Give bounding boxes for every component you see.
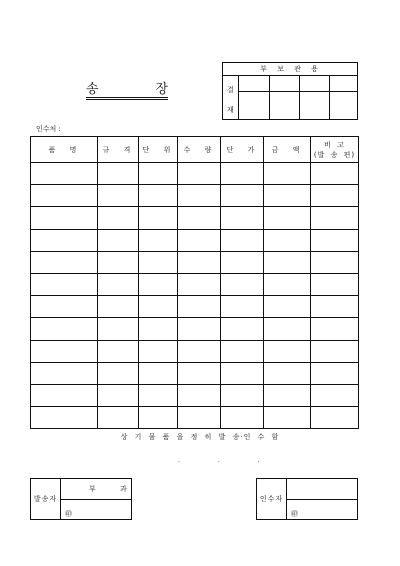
table-cell[interactable] [139, 318, 178, 340]
table-cell[interactable] [31, 185, 98, 207]
col-header-item-name: 품 명 [31, 137, 98, 163]
table-cell[interactable] [264, 273, 311, 295]
table-cell[interactable] [139, 296, 178, 318]
table-cell[interactable] [178, 384, 221, 406]
table-cell[interactable] [264, 251, 311, 273]
table-cell[interactable] [311, 362, 359, 384]
table-row [31, 384, 359, 406]
table-cell[interactable] [98, 273, 139, 295]
table-cell[interactable] [31, 229, 98, 251]
table-cell[interactable] [31, 207, 98, 229]
table-cell[interactable] [178, 407, 221, 429]
table-cell[interactable] [31, 318, 98, 340]
table-cell[interactable] [221, 229, 264, 251]
table-row [31, 340, 359, 362]
approval-col-line [329, 76, 330, 119]
table-cell[interactable] [221, 384, 264, 406]
table-cell[interactable] [221, 407, 264, 429]
col-header-quantity: 수 량 [178, 137, 221, 163]
table-cell[interactable] [311, 318, 359, 340]
table-cell[interactable] [139, 163, 178, 185]
receiver-body [287, 479, 357, 519]
table-cell[interactable] [98, 296, 139, 318]
table-cell[interactable] [264, 340, 311, 362]
table-cell[interactable] [311, 185, 359, 207]
table-cell[interactable] [98, 207, 139, 229]
table-row [31, 273, 359, 295]
receiver-divider [287, 499, 357, 500]
sender-dept: 부 과 [89, 485, 127, 493]
title-char-2: 장 [155, 82, 168, 97]
table-cell[interactable] [264, 229, 311, 251]
table-cell[interactable] [98, 185, 139, 207]
table-cell[interactable] [139, 273, 178, 295]
receiver-label: 인수자 [257, 479, 287, 519]
table-cell[interactable] [221, 340, 264, 362]
table-header-row [31, 137, 359, 163]
table-cell[interactable] [139, 362, 178, 384]
table-cell[interactable] [178, 207, 221, 229]
page-title [86, 78, 168, 100]
table-cell[interactable] [139, 340, 178, 362]
approval-side-bottom: 재 [227, 106, 234, 114]
sender-body [61, 479, 131, 519]
table-cell[interactable] [264, 185, 311, 207]
approval-divider [239, 91, 357, 92]
table-cell[interactable] [264, 407, 311, 429]
table-cell[interactable] [264, 384, 311, 406]
sender-label: 발송자 [31, 479, 61, 519]
table-cell[interactable] [139, 251, 178, 273]
table-cell[interactable] [98, 362, 139, 384]
approval-col-line [299, 76, 300, 119]
approval-side-top: 결 [227, 86, 234, 94]
table-cell[interactable] [178, 318, 221, 340]
table-cell[interactable] [139, 229, 178, 251]
table-cell[interactable] [178, 229, 221, 251]
table-cell[interactable] [31, 407, 98, 429]
table-cell[interactable] [178, 185, 221, 207]
table-cell[interactable] [311, 296, 359, 318]
table-cell[interactable] [98, 384, 139, 406]
table-row [31, 362, 359, 384]
table-cell[interactable] [311, 251, 359, 273]
approval-side-label [223, 76, 239, 120]
items-table [30, 136, 359, 429]
remark-sub-label: (발 송 편) [313, 150, 356, 159]
table-cell[interactable] [139, 207, 178, 229]
table-cell[interactable] [139, 384, 178, 406]
table-cell[interactable] [98, 251, 139, 273]
approval-col-line [269, 76, 270, 119]
table-cell[interactable] [221, 207, 264, 229]
table-cell[interactable] [31, 273, 98, 295]
col-header-unit-price: 단 가 [221, 137, 264, 163]
table-cell[interactable] [264, 207, 311, 229]
recipient-label: 인수처 : [36, 125, 61, 133]
table-cell[interactable] [98, 407, 139, 429]
table-cell[interactable] [178, 340, 221, 362]
title-char-1: 송 [86, 82, 99, 97]
confirmation-note: 상 기 물 품 을 정 히 발 송·인 수 함 [120, 433, 280, 441]
table-row [31, 251, 359, 273]
table-cell[interactable] [31, 384, 98, 406]
col-header-amount: 금 액 [264, 137, 311, 163]
table-cell[interactable] [311, 407, 359, 429]
table-row [31, 163, 359, 185]
col-header-spec: 규 격 [98, 137, 139, 163]
table-cell[interactable] [178, 296, 221, 318]
table-row [31, 185, 359, 207]
table-cell[interactable] [98, 318, 139, 340]
receiver-box [256, 478, 358, 520]
table-cell[interactable] [178, 163, 221, 185]
col-header-unit: 단 위 [139, 137, 178, 163]
remark-label: 비 고 [324, 140, 345, 149]
table-cell[interactable] [31, 340, 98, 362]
table-cell[interactable] [311, 273, 359, 295]
table-cell[interactable] [311, 163, 359, 185]
approval-header: 부 보 관 용 [223, 63, 357, 76]
sender-box [30, 478, 132, 520]
table-cell[interactable] [98, 229, 139, 251]
table-cell[interactable] [98, 163, 139, 185]
table-cell[interactable] [221, 318, 264, 340]
col-header-remark [311, 137, 359, 163]
table-cell[interactable] [31, 251, 98, 273]
table-row [31, 229, 359, 251]
approval-box [222, 62, 358, 120]
table-cell[interactable] [221, 273, 264, 295]
sender-seal: ㊞ [65, 510, 72, 518]
table-cell[interactable] [31, 296, 98, 318]
table-cell[interactable] [311, 207, 359, 229]
table-cell[interactable] [221, 163, 264, 185]
table-cell[interactable] [221, 362, 264, 384]
table-cell[interactable] [264, 163, 311, 185]
table-cell[interactable] [98, 340, 139, 362]
table-cell[interactable] [264, 318, 311, 340]
sender-divider [61, 499, 131, 500]
table-cell[interactable] [311, 340, 359, 362]
table-cell[interactable] [264, 296, 311, 318]
table-row [31, 407, 359, 429]
receiver-seal: ㊞ [291, 510, 298, 518]
date-line: . . . [178, 457, 278, 464]
table-cell[interactable] [311, 229, 359, 251]
table-cell[interactable] [221, 296, 264, 318]
table-cell[interactable] [178, 251, 221, 273]
table-cell[interactable] [178, 362, 221, 384]
table-row [31, 207, 359, 229]
table-cell[interactable] [221, 251, 264, 273]
table-cell[interactable] [139, 185, 178, 207]
table-cell[interactable] [311, 384, 359, 406]
table-cell[interactable] [31, 362, 98, 384]
table-row [31, 318, 359, 340]
table-cell[interactable] [178, 273, 221, 295]
table-cell[interactable] [31, 163, 98, 185]
table-cell[interactable] [264, 362, 311, 384]
table-row [31, 296, 359, 318]
table-cell[interactable] [139, 407, 178, 429]
table-cell[interactable] [221, 185, 264, 207]
